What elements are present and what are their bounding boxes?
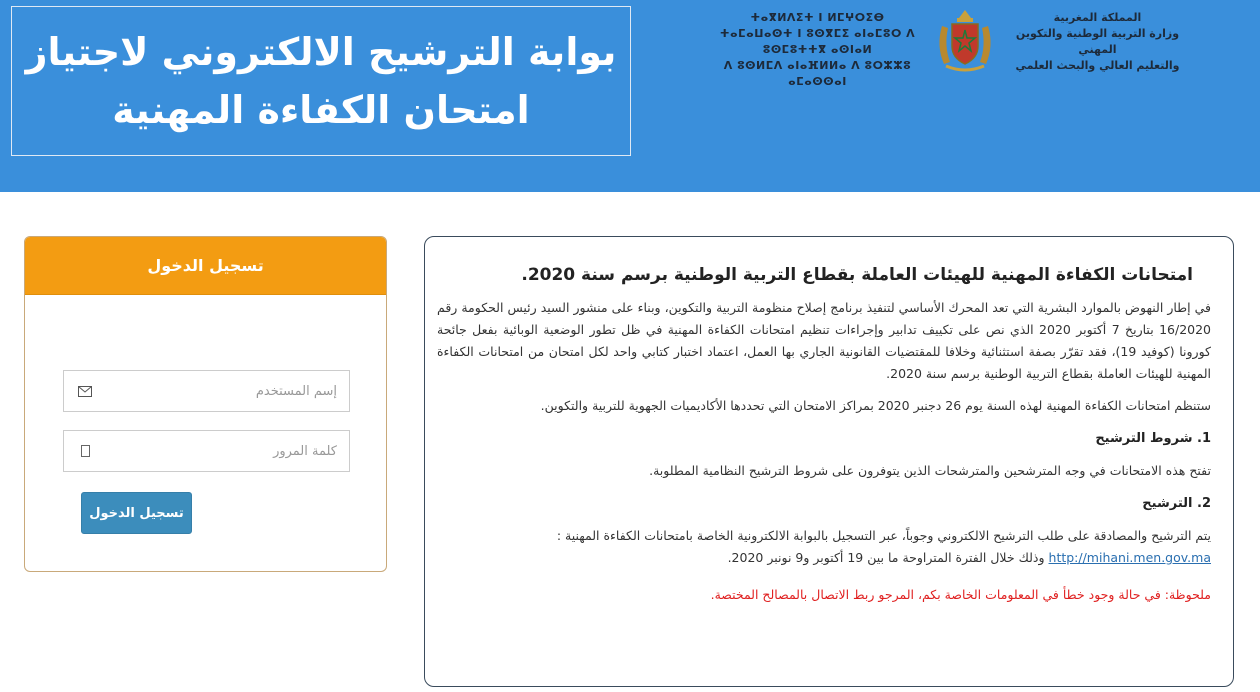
portal-title-line1: بوابة الترشيح الالكتروني لاجتياز bbox=[25, 30, 617, 74]
ministry-ber-line2: ⵜⴰⵎⴰⵡⴰⵙⵜ ⵏ ⵓⵙⴳⵎⵉ ⴰⵏⴰⵎⵓⵔ ⴷ ⵓⵙⵎⵓⵜⵜⴳ ⴰⵙⵏⴰⵍ bbox=[719, 27, 916, 56]
login-panel-title: تسجيل الدخول bbox=[25, 237, 386, 295]
ministry-name-amazigh bbox=[705, 10, 930, 90]
schedule-paragraph: ستنظم امتحانات الكفاءة المهنية لهذه السنة يوم 26 دجنبر 2020 بمراكز الامتحان التي تحددها الأكاديميات الجهوية للتربية والتكوين. bbox=[540, 398, 1211, 413]
section2-text bbox=[437, 525, 1211, 569]
login-button[interactable]: تسجيل الدخول bbox=[81, 492, 192, 534]
note-text: ملحوظة: في حالة وجود خطأ في المعلومات الخاصة بكم، المرجو ربط الاتصال بالمصالح المختصة. bbox=[710, 587, 1211, 602]
announcement-panel bbox=[424, 236, 1234, 687]
username-input[interactable] bbox=[63, 370, 350, 412]
section2-heading: 2. الترشيح bbox=[1142, 496, 1211, 511]
password-placeholder: كلمة المرور bbox=[273, 443, 337, 459]
portal-title-line2: امتحان الكفاءة المهنية bbox=[112, 88, 530, 132]
ministry-ber-line3: ⴷ ⵓⵙⵍⵎⴷ ⴰⵏⴰⴼⵍⵍⴰ ⴷ ⵓⵔⵣⵣⵓ ⴰⵎⴰⵙⵙⴰⵏ bbox=[723, 59, 912, 88]
portal-title bbox=[11, 6, 631, 156]
ministry-ber-line1: ⵜⴰⴳⵍⴷⵉⵜ ⵏ ⵍⵎⵖⵔⵉⴱ bbox=[750, 11, 885, 24]
ministry-ar-line1: المملكة المغربية bbox=[1053, 11, 1142, 24]
portal-link[interactable]: http://mihani.men.gov.ma bbox=[1048, 550, 1211, 565]
section2-text-body: يتم الترشيح والمصادقة على طلب الترشيح الالكتروني وجوباً، عبر التسجيل بالبوابة الالكترونية الخاصة بامتحانات الكفاءة المهنية : bbox=[556, 528, 1211, 543]
site-header bbox=[0, 0, 1260, 192]
login-panel bbox=[24, 236, 387, 572]
intro-paragraph: في إطار النهوض بالموارد البشرية التي تعد المحرك الأساسي لتنفيذ برنامج إصلاح منظومة التربية والتكوين، وبناء على منشور السيد رئيس الحكومة رقم 16/2020 بتاريخ 7 أكتوبر 2020 الذي نص على تكييف تدابير وإجراءات تنظيم امتحانات الكفاءة المهنية في ظل تطور الوضعية الوبائية بفعل جائحة كورونا (كوفيد 19)، فقد تقرّر بصفة استثنائية وخلافا للمقتضيات القانونية الجاري بها العمل، اعتماد اختبار كتابي واحد لكل امتحان من امتحانات الكفاءة المهنية للهيئات العاملة بقطاع التربية الوطنية برسم سنة 2020. bbox=[437, 300, 1212, 381]
envelope-icon bbox=[76, 386, 94, 397]
ministry-name-arabic bbox=[1000, 10, 1195, 74]
coat-of-arms-icon bbox=[934, 6, 996, 74]
ministry-ar-line3: والتعليم العالي والبحث العلمي bbox=[1015, 59, 1180, 72]
announcement-title: امتحانات الكفاءة المهنية للهيئات العاملة بقطاع التربية الوطنية برسم سنة 2020. bbox=[521, 265, 1193, 285]
section1-heading: 1. شروط الترشيح bbox=[1095, 431, 1211, 446]
password-input[interactable] bbox=[63, 430, 350, 472]
section1-text: تفتح هذه الامتحانات في وجه المترشحين والمترشحات الذين يتوفرون على شروط الترشيح النظامية المطلوبة. bbox=[649, 463, 1211, 478]
section2-period: وذلك خلال الفترة المتراوحة ما بين 19 أكتوبر و9 نونبر 2020. bbox=[727, 550, 1045, 565]
lock-icon bbox=[76, 445, 94, 457]
ministry-ar-line2: وزارة التربية الوطنية والتكوين المهني bbox=[1015, 27, 1180, 56]
username-placeholder: إسم المستخدم bbox=[255, 383, 337, 399]
